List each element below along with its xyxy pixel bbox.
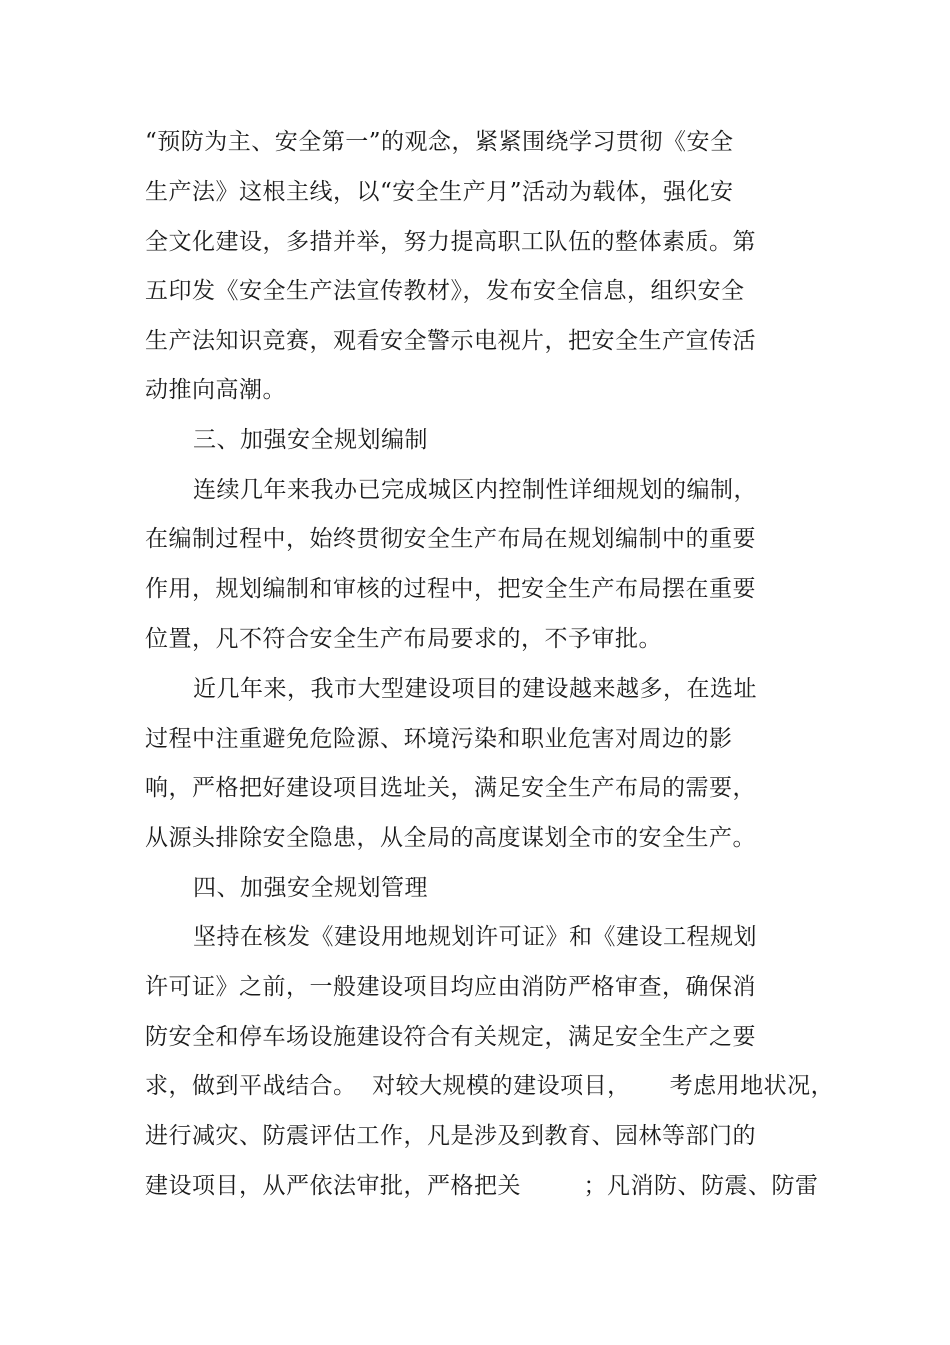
paragraph-line: 位置，凡不符合安全生产布局要求的，不予审批。 <box>145 626 662 652</box>
paragraph-line: 生产法》这根主线，以“安全生产月”活动为载体，强化安 <box>145 179 734 205</box>
paragraph-line: 五印发《安全生产法宣传教材》，发布安全信息，组织安全 <box>145 278 745 304</box>
paragraph-line: 求，做到平战结合。 对较大规模的建设项目， 考虑用地状况， <box>145 1073 835 1099</box>
section-heading: 四、加强安全规划管理 <box>193 875 428 901</box>
paragraph-line: 防安全和停车场设施建设符合有关规定，满足安全生产之要 <box>145 1024 756 1050</box>
paragraph-line: 全文化建设，多措并举，努力提高职工队伍的整体素质。第 <box>145 229 756 255</box>
paragraph-line: 动推向高潮。 <box>145 377 286 403</box>
section-heading: 三、加强安全规划编制 <box>193 427 428 453</box>
paragraph-line: “预防为主、安全第一”的观念，紧紧围绕学习贯彻《安全 <box>145 129 734 155</box>
paragraph-line: 建设项目，从严依法审批，严格把关 ；凡消防、防震、防雷 <box>145 1173 819 1199</box>
paragraph-line: 进行减灾、防震评估工作，凡是涉及到教育、园林等部门的 <box>145 1123 756 1149</box>
paragraph-line: 许可证》之前，一般建设项目均应由消防严格审查，确保消 <box>145 974 756 1000</box>
paragraph-line: 在编制过程中，始终贯彻安全生产布局在规划编制中的重要 <box>145 526 756 552</box>
paragraph-line: 连续几年来我办已完成城区内控制性详细规划的编制， <box>193 477 757 503</box>
paragraph-line: 响，严格把好建设项目选址关，满足安全生产布局的需要， <box>145 775 756 801</box>
paragraph-line: 过程中注重避免危险源、环境污染和职业危害对周边的影 <box>145 726 733 752</box>
paragraph-line: 作用，规划编制和审核的过程中，把安全生产布局摆在重要 <box>145 576 756 602</box>
paragraph-line: 坚持在核发《建设用地规划许可证》和《建设工程规划 <box>193 924 757 950</box>
paragraph-line: 近几年来，我市大型建设项目的建设越来越多，在选址 <box>193 676 757 702</box>
paragraph-line: 从源头排除安全隐患，从全局的高度谋划全市的安全生产。 <box>145 825 756 851</box>
paragraph-line: 生产法知识竞赛，观看安全警示电视片，把安全生产宣传活 <box>145 328 756 354</box>
